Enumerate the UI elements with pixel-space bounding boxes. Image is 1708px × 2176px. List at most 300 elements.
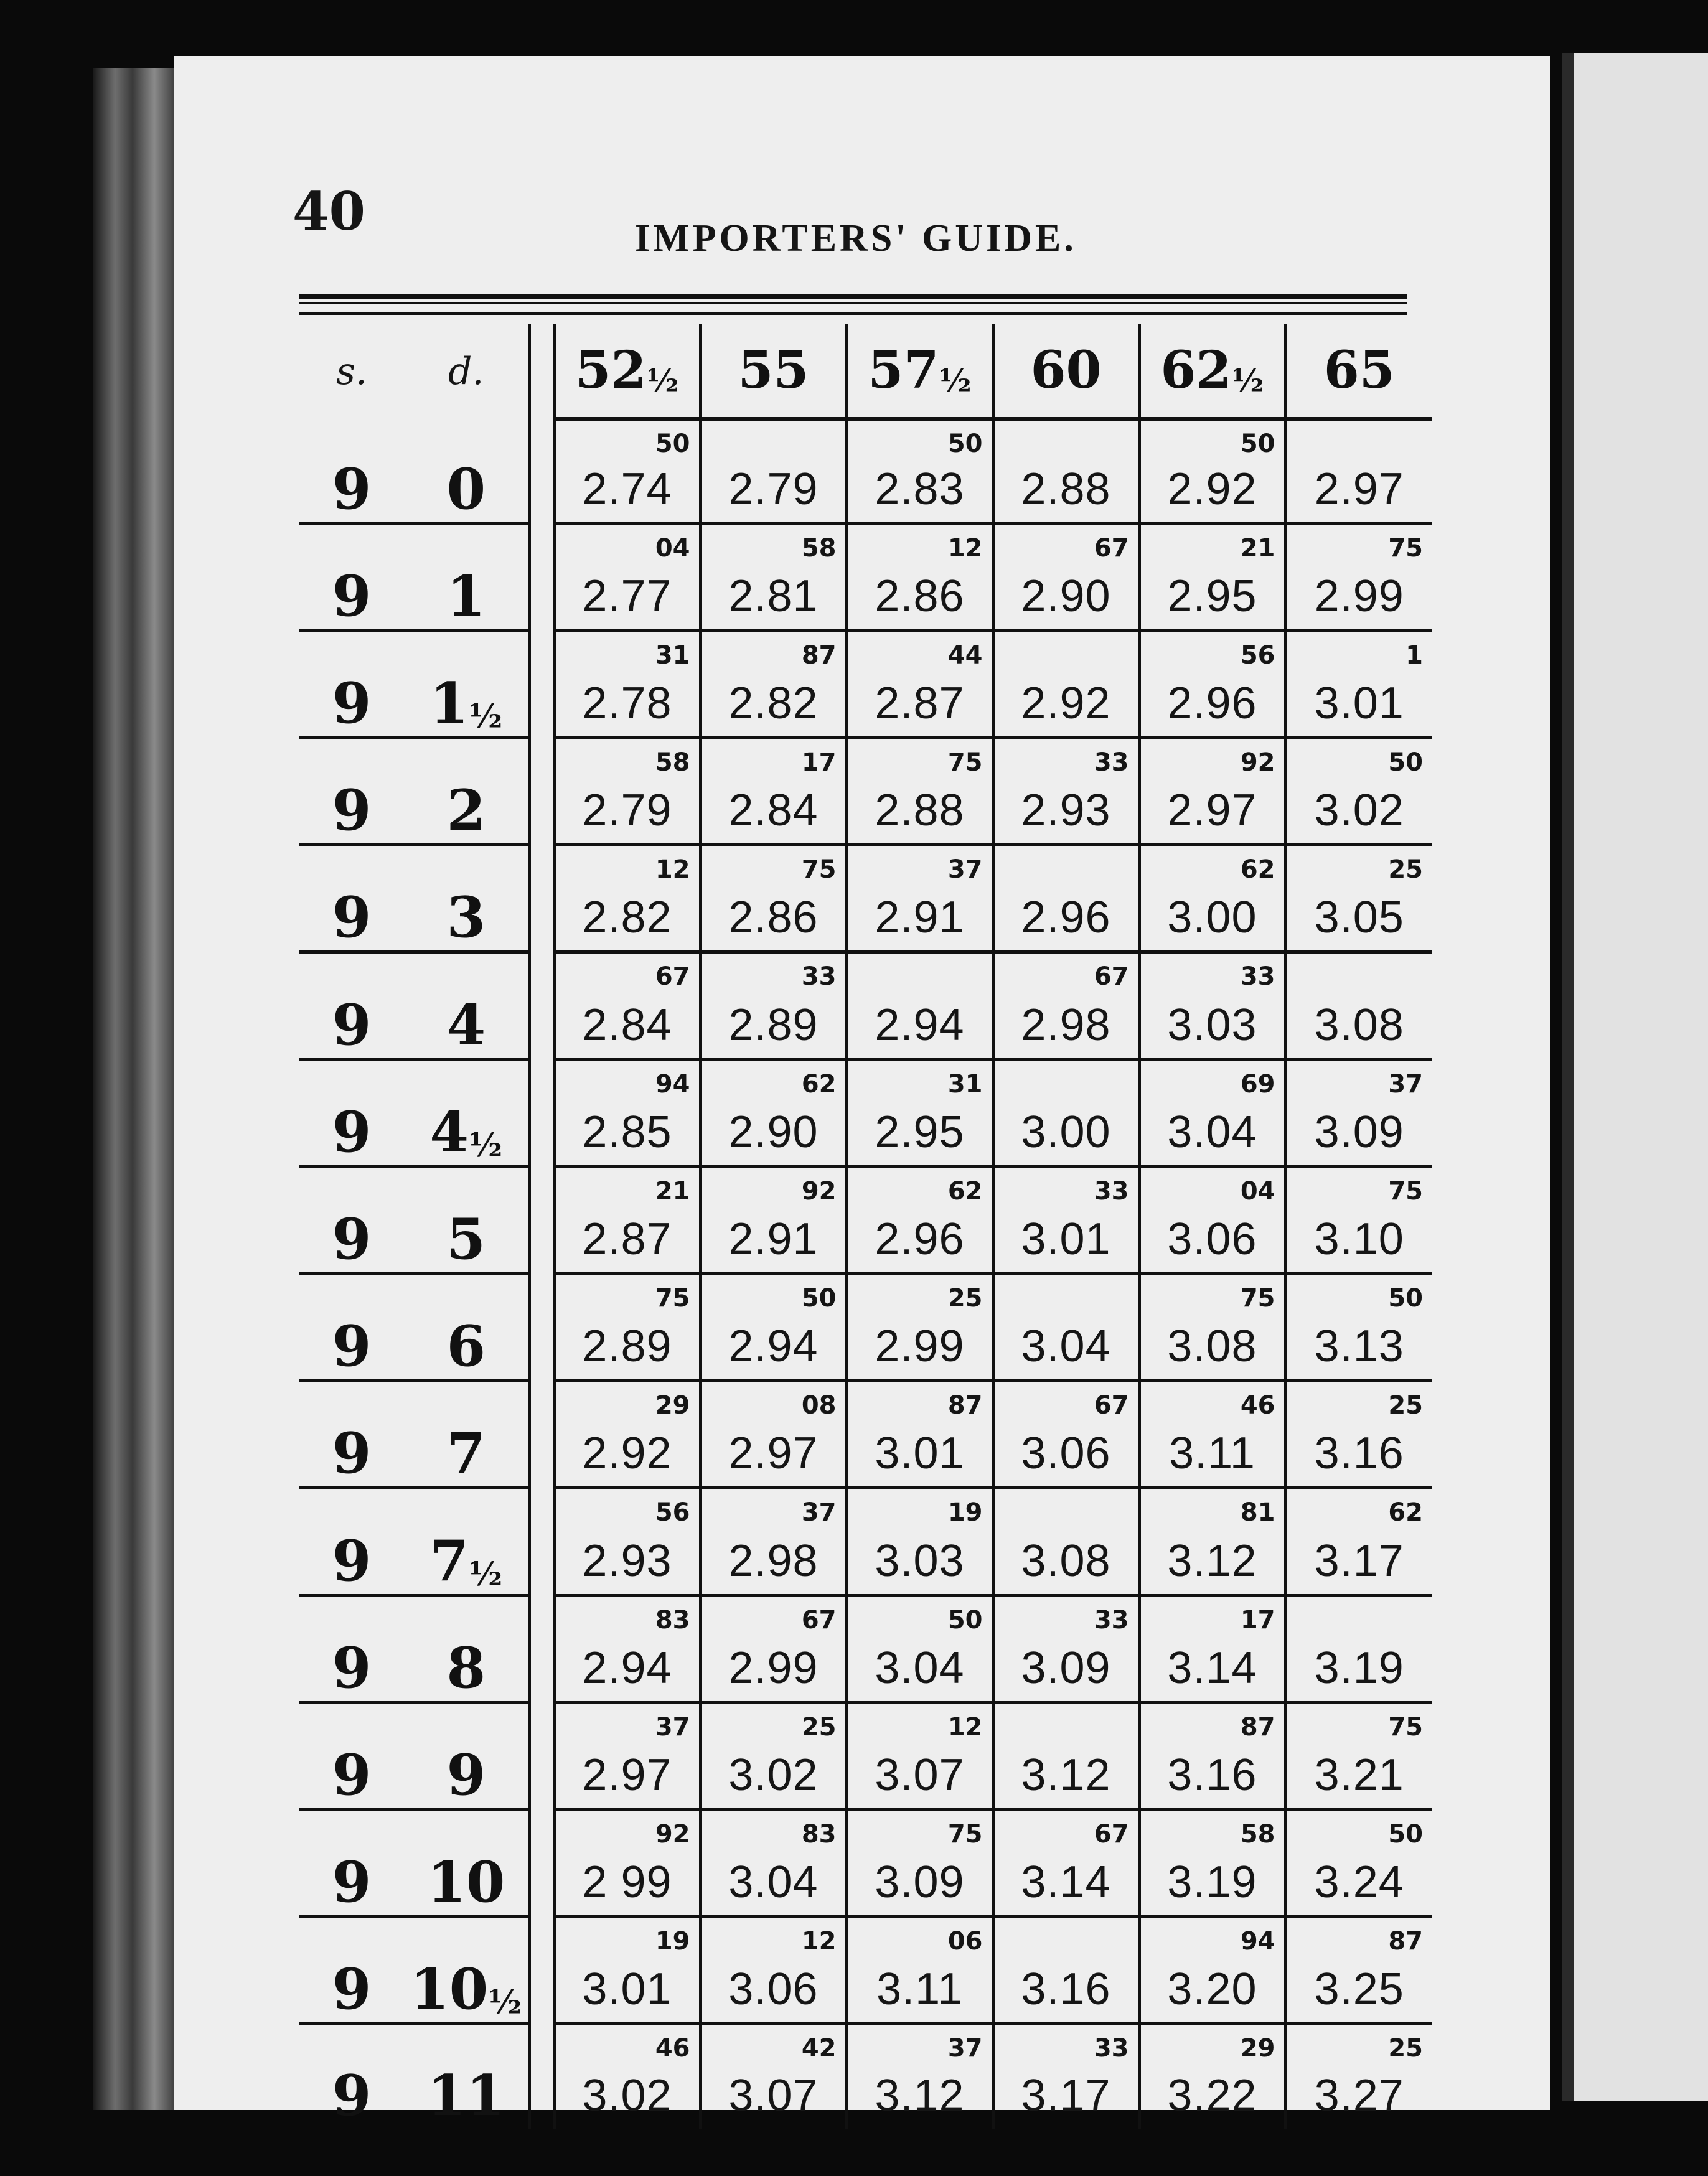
column-divider: [529, 419, 554, 523]
rate-value: 3.02: [582, 2071, 672, 2121]
rate-fraction-superscript: 83: [655, 1605, 690, 1634]
rate-cell: [700, 1917, 847, 2024]
rate-column-header: [1139, 324, 1285, 419]
shillings-cell: 9: [299, 1702, 405, 1809]
rate-value: 2.87: [582, 1214, 672, 1264]
rate-value: 2.96: [1021, 893, 1111, 943]
shillings-cell: 9: [299, 523, 405, 631]
rate-value: 3.06: [728, 1964, 819, 2015]
rate-value: 3.04: [1167, 1107, 1257, 1157]
rate-value: 3.13: [1314, 1321, 1404, 1372]
rate-fraction-superscript: 75: [1240, 1283, 1275, 1313]
rate-fraction-superscript: 19: [947, 1498, 983, 1527]
shillings-cell: 9: [299, 845, 405, 952]
rate-fraction-superscript: 67: [655, 962, 690, 992]
shillings-cell: 9: [299, 1595, 405, 1702]
table-header-row: [299, 324, 1432, 419]
facing-page-edge: [1562, 53, 1708, 2101]
pence-cell: [405, 1273, 529, 1381]
column-divider: [529, 1166, 554, 1273]
rate-cell: [700, 419, 847, 523]
column-divider: [529, 1917, 554, 2024]
pence-cell: [405, 631, 529, 738]
rate-fraction-superscript: 58: [1240, 1819, 1275, 1849]
rate-fraction-superscript: 12: [947, 533, 983, 563]
rate-value: 2.84: [582, 1000, 672, 1050]
rate-cell: [847, 1381, 993, 1488]
rate-cell: [847, 1595, 993, 1702]
column-divider: [529, 738, 554, 845]
rate-fraction-superscript: 42: [801, 2034, 837, 2063]
rate-value: 3.09: [1314, 1107, 1404, 1157]
rate-cell: [1139, 1166, 1285, 1273]
pence-cell: [405, 1595, 529, 1702]
rate-value: 3.17: [1021, 2071, 1111, 2121]
rate-cell: [1139, 631, 1285, 738]
column-divider: [529, 1809, 554, 1916]
rate-column-header: [847, 324, 993, 419]
table-row: [299, 1488, 1432, 1595]
rate-value: 2.98: [728, 1536, 819, 1586]
rate-fraction-superscript: 67: [1094, 1391, 1129, 1420]
rate-cell: [847, 523, 993, 631]
rate-value: 3.12: [1167, 1536, 1257, 1586]
rate-value: 2.97: [1167, 786, 1257, 836]
rate-cell: [993, 1488, 1139, 1595]
rate-cell: [847, 1059, 993, 1166]
rate-cell: [1139, 738, 1285, 845]
rate-cell: [847, 631, 993, 738]
rate-cell: [847, 1917, 993, 2024]
pence-value: 4: [446, 992, 486, 1058]
rate-fraction-superscript: 46: [1240, 1391, 1275, 1420]
pence-cell: [405, 419, 529, 523]
rate-cell: [1285, 1488, 1432, 1595]
rate-value: 2.97: [728, 1428, 819, 1479]
rate-value: 2.99: [1314, 571, 1404, 621]
table-row: [299, 1059, 1432, 1166]
rate-value: 3.03: [875, 1536, 965, 1586]
rate-fraction-superscript: 08: [801, 1391, 837, 1420]
rate-fraction-superscript: 29: [1240, 2034, 1275, 2063]
rate-value: 2.92: [1021, 678, 1111, 729]
rate-header-whole: 60: [1030, 340, 1102, 400]
rate-fraction-superscript: 75: [947, 1819, 983, 1849]
rate-value: 2.74: [582, 464, 672, 514]
rate-fraction-superscript: 69: [1240, 1069, 1275, 1099]
rate-column-header: [700, 324, 847, 419]
rate-value: 3.11: [1169, 1428, 1255, 1479]
rate-cell: [993, 1059, 1139, 1166]
rate-value: 3.01: [875, 1428, 965, 1479]
rate-value: 2.96: [875, 1214, 965, 1264]
shillings-header: s.: [336, 349, 367, 393]
rate-fraction-superscript: 50: [947, 429, 983, 458]
rate-cell: [700, 1809, 847, 1916]
rate-fraction-superscript: 33: [1094, 1605, 1129, 1634]
table-body: [299, 419, 1432, 2129]
rate-fraction-superscript: 25: [801, 1712, 837, 1742]
rate-cell: [1285, 2024, 1432, 2129]
rate-value: 3.07: [875, 1750, 965, 1800]
rate-fraction-superscript: 50: [801, 1283, 837, 1313]
pence-value: 9: [446, 1742, 486, 1808]
rate-value: 2.89: [728, 1000, 819, 1050]
rate-header-whole: 55: [738, 340, 809, 400]
rate-cell: [1139, 952, 1285, 1059]
rate-cell: [993, 523, 1139, 631]
rate-value: 2.90: [1021, 571, 1111, 621]
rate-fraction-superscript: 62: [1240, 855, 1275, 884]
rate-value: 2.88: [1021, 464, 1111, 514]
rate-fraction-superscript: 12: [801, 1927, 837, 1956]
rate-value: 2.82: [728, 678, 819, 729]
shillings-cell: 9: [299, 1809, 405, 1916]
running-title: IMPORTERS' GUIDE.: [635, 217, 1077, 260]
rate-fraction-superscript: 37: [947, 2034, 983, 2063]
rate-cell: [700, 1488, 847, 1595]
rate-value: 3.08: [1021, 1536, 1111, 1586]
rate-value: 2.86: [728, 893, 819, 943]
rate-value: 2.94: [875, 1000, 965, 1050]
rate-value: 2.83: [875, 464, 965, 514]
rate-cell: [554, 1702, 700, 1809]
pence-value: 11: [427, 2063, 505, 2129]
conversion-table: [299, 324, 1432, 2129]
rate-fraction-superscript: 87: [947, 1391, 983, 1420]
rate-cell: [993, 1166, 1139, 1273]
rate-header-whole: 57: [868, 340, 939, 400]
rate-fraction-superscript: 94: [1240, 1927, 1275, 1956]
rate-fraction-superscript: 31: [655, 640, 690, 670]
rate-cell: [554, 1917, 700, 2024]
rate-cell: [554, 1809, 700, 1916]
rate-value: 2.77: [582, 571, 672, 621]
rate-value: 2.95: [875, 1107, 965, 1157]
pence-value: 1: [446, 563, 486, 629]
rate-fraction-superscript: 92: [1240, 748, 1275, 777]
rate-value: 2.91: [728, 1214, 819, 1264]
rate-value: 3.07: [728, 2071, 819, 2121]
rate-fraction-superscript: 46: [655, 2034, 690, 2063]
pence-value: 10: [410, 1956, 489, 2023]
rate-fraction-superscript: 67: [801, 1605, 837, 1634]
rate-fraction-superscript: 44: [947, 640, 983, 670]
pence-fraction: ½: [468, 1126, 503, 1165]
pence-fraction: ½: [488, 1984, 522, 2022]
rate-cell: [1285, 1917, 1432, 2024]
shillings-cell: 9: [299, 1488, 405, 1595]
rate-fraction-superscript: 75: [801, 855, 837, 884]
rate-cell: [1285, 631, 1432, 738]
rate-cell: [554, 523, 700, 631]
column-divider: [529, 1488, 554, 1595]
pence-cell: [405, 1381, 529, 1488]
rate-fraction-superscript: 21: [655, 1176, 690, 1206]
rate-fraction-superscript: 29: [655, 1391, 690, 1420]
rate-column-header: [554, 324, 700, 419]
book-spine-edge: [93, 68, 181, 2110]
rate-cell: [700, 1595, 847, 1702]
rate-cell: [1285, 952, 1432, 1059]
rate-fraction-superscript: 56: [655, 1498, 690, 1527]
pence-cell: [405, 952, 529, 1059]
rate-fraction-superscript: 04: [1240, 1176, 1275, 1206]
rate-value: 3.08: [1167, 1321, 1257, 1372]
rate-cell: [1285, 1595, 1432, 1702]
column-divider: [529, 324, 554, 419]
shillings-cell: 9: [299, 419, 405, 523]
rate-value: 2.89: [582, 1321, 672, 1372]
rate-value: 2.99: [728, 1643, 819, 1693]
rate-value: 2.96: [1167, 678, 1257, 729]
rate-cell: [1139, 1488, 1285, 1595]
rate-cell: [554, 845, 700, 952]
rate-column-header: [1285, 324, 1432, 419]
rate-header-whole: 62: [1160, 340, 1232, 400]
rate-cell: [554, 1166, 700, 1273]
rate-fraction-superscript: 17: [801, 748, 837, 777]
rate-fraction-superscript: 06: [947, 1927, 983, 1956]
shillings-cell: 9: [299, 952, 405, 1059]
page-number: 40: [293, 181, 365, 242]
rate-cell: [1139, 419, 1285, 523]
rate-value: 3.08: [1314, 1000, 1404, 1050]
rate-cell: [1139, 1273, 1285, 1381]
table-row: [299, 2024, 1432, 2129]
rate-value: 2.99: [875, 1321, 965, 1372]
rate-cell: [1139, 1917, 1285, 2024]
rate-fraction-superscript: 25: [1388, 2034, 1423, 2063]
rate-cell: [554, 1488, 700, 1595]
rate-value: 3.27: [1314, 2071, 1404, 2121]
rate-value: 2.93: [582, 1536, 672, 1586]
rate-header-fraction: ½: [646, 362, 679, 399]
rate-fraction-superscript: 50: [947, 1605, 983, 1634]
rate-value: 3.12: [1021, 1750, 1111, 1800]
rate-fraction-superscript: 37: [947, 855, 983, 884]
rate-cell: [1285, 419, 1432, 523]
rate-fraction-superscript: 62: [947, 1176, 983, 1206]
rate-cell: [993, 1595, 1139, 1702]
rate-cell: [554, 952, 700, 1059]
rate-fraction-superscript: 87: [801, 640, 837, 670]
rate-fraction-superscript: 62: [801, 1069, 837, 1099]
rate-value: 2.97: [1314, 464, 1404, 514]
rate-cell: [1285, 523, 1432, 631]
rate-value: 3.00: [1021, 1107, 1111, 1157]
rate-fraction-superscript: 92: [801, 1176, 837, 1206]
rate-value: 2.92: [582, 1428, 672, 1479]
pence-cell: [405, 2024, 529, 2129]
pence-fraction: ½: [468, 1555, 503, 1593]
rate-fraction-superscript: 75: [947, 748, 983, 777]
rate-value: 3.16: [1021, 1964, 1111, 2015]
rate-fraction-superscript: 17: [1240, 1605, 1275, 1634]
column-divider: [529, 1702, 554, 1809]
rate-value: 3.04: [728, 1857, 819, 1908]
rate-fraction-superscript: 67: [1094, 962, 1129, 992]
rate-value: 3.09: [1021, 1643, 1111, 1693]
rate-value: 2.90: [728, 1107, 819, 1157]
rate-value: 3.12: [875, 2071, 965, 2121]
rate-fraction-superscript: 31: [947, 1069, 983, 1099]
column-divider: [529, 845, 554, 952]
rate-fraction-superscript: 33: [1094, 748, 1129, 777]
rate-cell: [993, 738, 1139, 845]
rate-cell: [700, 1273, 847, 1381]
column-divider: [529, 523, 554, 631]
rate-fraction-superscript: 50: [1388, 1283, 1423, 1313]
rate-value: 2.94: [728, 1321, 819, 1372]
rate-cell: [993, 845, 1139, 952]
rate-cell: [554, 2024, 700, 2129]
rate-fraction-superscript: 50: [1388, 748, 1423, 777]
pence-cell: [405, 845, 529, 952]
table-row: [299, 738, 1432, 845]
rate-cell: [554, 1595, 700, 1702]
header-rule-inner: [299, 302, 1407, 304]
rate-value: 3.05: [1314, 893, 1404, 943]
table-row: [299, 1273, 1432, 1381]
header-double-rule: [299, 294, 1407, 315]
pence-fraction: ½: [468, 698, 503, 736]
rate-cell: [1285, 1059, 1432, 1166]
pence-cell: [405, 1166, 529, 1273]
rate-cell: [1285, 1273, 1432, 1381]
rate-value: 2.93: [1021, 786, 1111, 836]
rate-value: 3.25: [1314, 1964, 1404, 2015]
rate-cell: [554, 419, 700, 523]
rate-cell: [1139, 1059, 1285, 1166]
rate-cell: [554, 738, 700, 845]
pence-cell: [405, 1702, 529, 1809]
rate-value: 3.24: [1314, 1857, 1404, 1908]
pence-value: 2: [446, 777, 486, 844]
rate-value: 2.92: [1167, 464, 1257, 514]
pence-cell: [405, 1059, 529, 1166]
rate-cell: [700, 1059, 847, 1166]
rate-cell: [993, 1809, 1139, 1916]
rate-value: 2.84: [728, 786, 819, 836]
table-row: [299, 952, 1432, 1059]
rate-fraction-superscript: 56: [1240, 640, 1275, 670]
rate-fraction-superscript: 33: [801, 962, 837, 992]
shillings-cell: 9: [299, 1166, 405, 1273]
rate-value: 3.04: [1021, 1321, 1111, 1372]
rate-fraction-superscript: 58: [801, 533, 837, 563]
column-divider: [529, 2024, 554, 2129]
rate-cell: [993, 1381, 1139, 1488]
rate-value: 3.03: [1167, 1000, 1257, 1050]
rate-cell: [1285, 1166, 1432, 1273]
rate-header-whole: 65: [1323, 340, 1395, 400]
table-row: [299, 1166, 1432, 1273]
rate-cell: [993, 419, 1139, 523]
table-row: [299, 1702, 1432, 1809]
rate-value: 3.11: [876, 1964, 963, 2015]
rate-value: 2.85: [582, 1107, 672, 1157]
pence-value: 6: [446, 1313, 486, 1380]
column-divider: [529, 952, 554, 1059]
column-divider: [529, 1381, 554, 1488]
rate-value: 3.19: [1314, 1643, 1404, 1693]
column-divider: [529, 631, 554, 738]
rate-value: 3.06: [1021, 1428, 1111, 1479]
rate-cell: [700, 631, 847, 738]
rate-value: 2.78: [582, 678, 672, 729]
rate-fraction-superscript: 75: [655, 1283, 690, 1313]
rate-value: 3.10: [1314, 1214, 1404, 1264]
rate-value: 2.86: [875, 571, 965, 621]
rate-fraction-superscript: 67: [1094, 533, 1129, 563]
rate-value: 3.16: [1314, 1428, 1404, 1479]
rate-value: 2.87: [875, 678, 965, 729]
table-row: [299, 523, 1432, 631]
rate-cell: [993, 631, 1139, 738]
book-page: [174, 56, 1550, 2129]
rate-cell: [700, 845, 847, 952]
rate-fraction-superscript: 87: [1388, 1927, 1423, 1956]
pence-cell: [405, 738, 529, 845]
rate-value: 2.94: [582, 1643, 672, 1693]
pence-cell: [405, 1488, 529, 1595]
rate-value: 3.00: [1167, 893, 1257, 943]
rate-cell: [847, 2024, 993, 2129]
shillings-cell: 9: [299, 1381, 405, 1488]
rate-cell: [700, 738, 847, 845]
rate-value: 2.81: [728, 571, 819, 621]
pence-value: 8: [446, 1634, 486, 1701]
rate-fraction-superscript: 33: [1094, 2034, 1129, 2063]
table-row: [299, 1381, 1432, 1488]
rate-cell: [700, 2024, 847, 2129]
rate-cell: [847, 738, 993, 845]
rate-cell: [847, 1273, 993, 1381]
rate-header-fraction: ½: [939, 362, 972, 399]
rate-header-whole: 52: [575, 340, 647, 400]
shillings-cell: 9: [299, 1917, 405, 2024]
rate-cell: [1285, 738, 1432, 845]
rate-fraction-superscript: 37: [801, 1498, 837, 1527]
table-row: [299, 1917, 1432, 2024]
table-row: [299, 1595, 1432, 1702]
shillings-cell: 9: [299, 1273, 405, 1381]
rate-fraction-superscript: 25: [947, 1283, 983, 1313]
rate-fraction-superscript: 62: [1388, 1498, 1423, 1527]
pence-value: 7: [429, 1527, 469, 1594]
rate-cell: [700, 523, 847, 631]
column-divider: [529, 1273, 554, 1381]
rate-value: 3.20: [1167, 1964, 1257, 2015]
rate-cell: [1285, 1809, 1432, 1916]
rate-cell: [1139, 523, 1285, 631]
rate-fraction-superscript: 83: [801, 1819, 837, 1849]
rate-value: 2.97: [582, 1750, 672, 1800]
rate-fraction-superscript: 12: [947, 1712, 983, 1742]
rate-value: 3.22: [1167, 2071, 1257, 2121]
rate-fraction-superscript: 12: [655, 855, 690, 884]
rate-fraction-superscript: 50: [1388, 1819, 1423, 1849]
rate-fraction-superscript: 87: [1240, 1712, 1275, 1742]
pence-value: 7: [446, 1420, 486, 1487]
rate-cell: [554, 1273, 700, 1381]
rate-fraction-superscript: 21: [1240, 533, 1275, 563]
table-row: [299, 845, 1432, 952]
shillings-cell: 9: [299, 631, 405, 738]
rate-value: 3.21: [1314, 1750, 1404, 1800]
pence-value: 4: [429, 1099, 469, 1165]
